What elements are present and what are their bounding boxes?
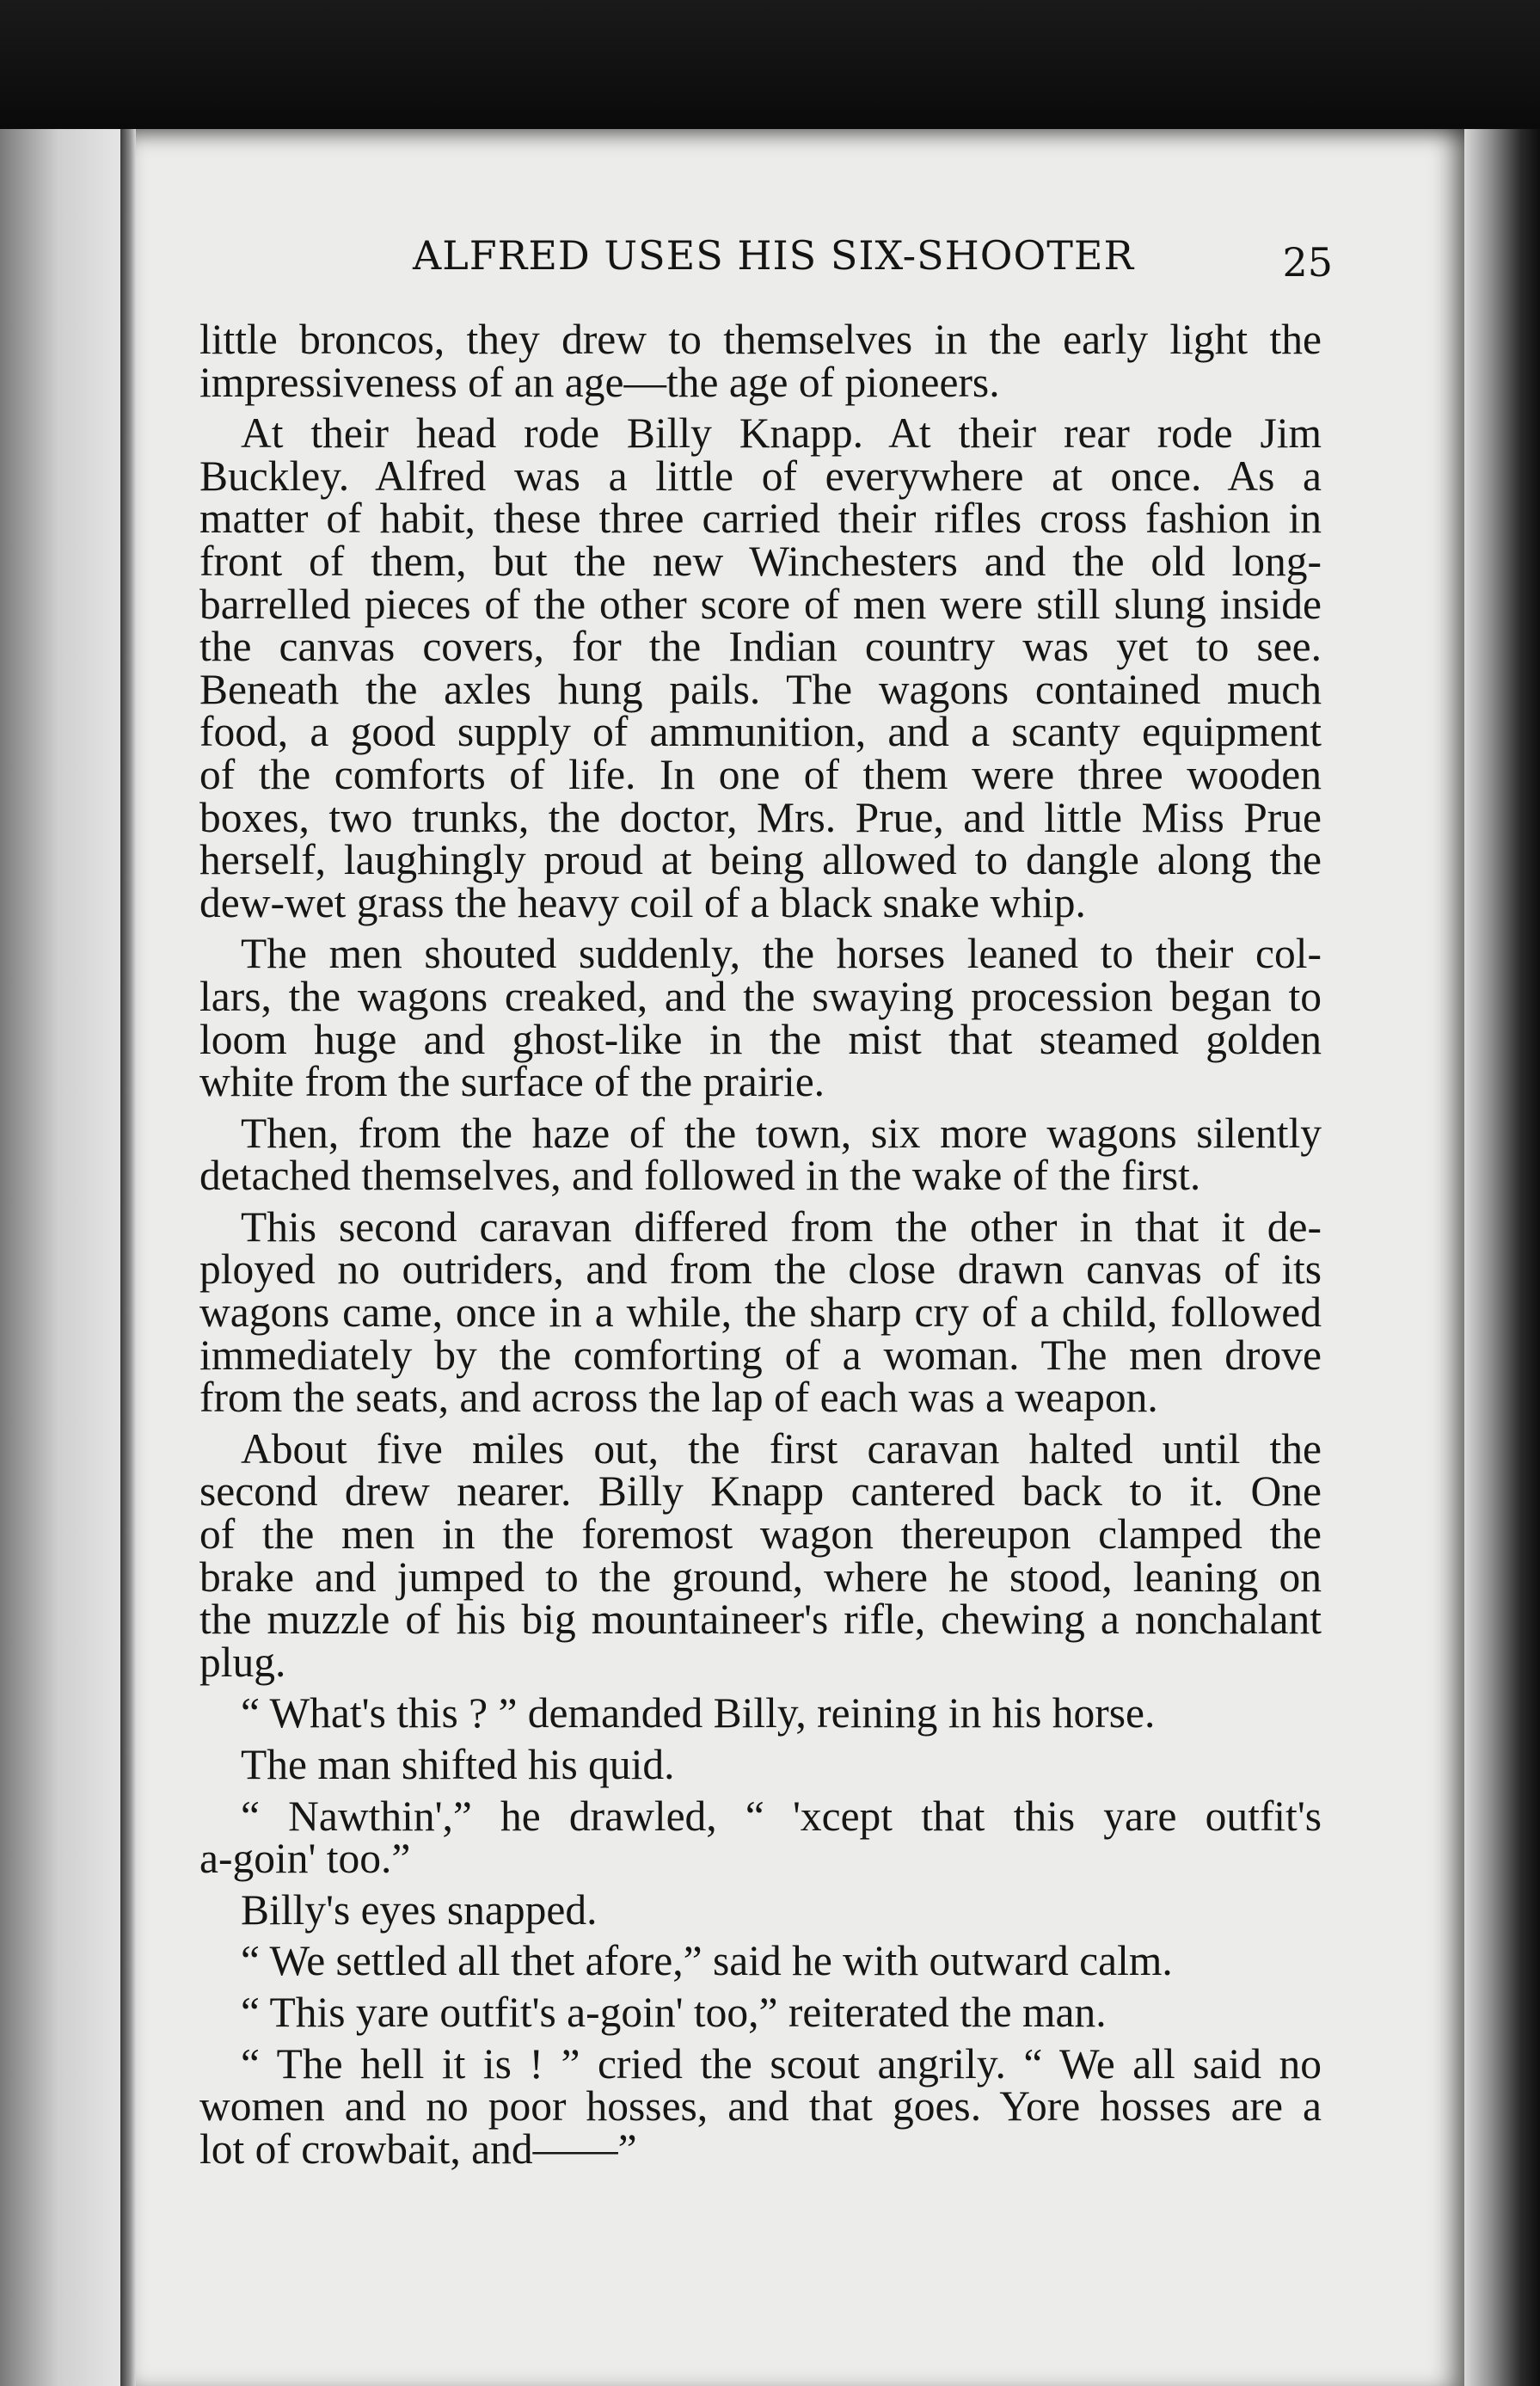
text-line: At their head rode Billy Knapp. At their rear rode Jim [241,409,1322,458]
text-line: of the comforts of life. In one of them were three wooden [199,750,1322,798]
text-line: the muzzle of his big mountaineer's rifle, chewing a nonchalant [199,1596,1322,1644]
text-line: “ The hell it is ! ” cried the scout angrily. “ We all said no [241,2039,1322,2088]
text-line: “ What's this ? ” demanded Billy, reining in his horse. [241,1689,1156,1737]
text-line: Then, from the haze of the town, six more wagons silently [241,1109,1322,1157]
text-line: “ Nawthin',” he drawled, “ 'xcept that this yare outfit's [241,1792,1322,1840]
text-line: This second caravan differed from the other in that it de- [241,1202,1322,1251]
paragraph [199,1792,1322,1883]
text-line: lot of crowbait, and——” [199,2125,637,2173]
running-head-title: ALFRED USES HIS SIX-SHOOTER [413,232,1135,279]
text-line: “ This yare outfit's a-goin' too,” reiterated the man. [241,1988,1107,2036]
page-number: 25 [1282,239,1333,286]
paragraph [199,1937,1322,1985]
text-line: immediately by the comforting of a woman. The men drove [199,1331,1322,1379]
right-page-edge [1464,129,1540,2386]
body-text [199,316,1322,2173]
paragraph [199,1689,1322,1737]
paragraph [199,2039,1322,2173]
paragraph [199,316,1322,406]
text-line: impressiveness of an age—the age of pioneers. [199,358,1000,406]
text-line: Beneath the axles hung pails. The wagons contained much [199,665,1322,713]
text-line: About five miles out, the first caravan halted until the [241,1424,1322,1473]
text-line: “ We settled all thet afore,” said he with outward calm. [241,1937,1173,1985]
text-line: dew-wet grass the heavy coil of a black snake whip. [199,878,1086,926]
paragraph [199,1109,1322,1200]
text-line: little broncos, they drew to themselves in the early light the [199,316,1322,363]
text-line: detached themselves, and followed in the wake of the first. [199,1152,1201,1200]
text-line: wagons came, once in a while, the sharp cry of a child, followed [199,1288,1322,1337]
text-line: Billy's eyes snapped. [241,1885,598,1934]
text-line: food, a good supply of ammunition, and a scanty equipment [199,708,1322,756]
text-line: plug. [199,1638,286,1686]
text-line: women and no poor hosses, and that goes. Yore hosses are a [199,2082,1322,2131]
text-line: white from the surface of the prairie. [199,1058,825,1106]
text-line: from the seats, and across the lap of each was a weapon. [199,1374,1158,1422]
text-line: herself, laughingly proud at being allowed to dangle along the [199,836,1322,884]
text-line: barrelled pieces of the other score of men were still slung inside [199,580,1322,628]
paragraph [199,1743,1322,1786]
book-gutter [120,129,136,2386]
text-line: loom huge and ghost-like in the mist that steamed golden [199,1015,1322,1063]
text-line: The men shouted suddenly, the horses leaned to their col- [241,930,1322,978]
paragraph [199,1202,1322,1422]
running-head [275,232,1333,292]
text-line: of the men in the foremost wagon thereupon clamped the [199,1510,1322,1559]
paragraph [199,1988,1322,2036]
left-page-edge [0,129,129,2386]
text-line: the canvas covers, for the Indian country was yet to see. [199,623,1322,671]
text-line: matter of habit, these three carried their rifles cross fashion in [199,495,1322,543]
text-line: brake and jumped to the ground, where he stood, leaning on [199,1553,1322,1601]
text-line: front of them, but the new Winchesters and the old long- [199,537,1322,585]
text-line: boxes, two trunks, the doctor, Mrs. Prue, and little Miss Prue [199,793,1322,841]
text-line: lars, the wagons creaked, and the swaying procession began to [199,972,1322,1020]
text-line: a-goin' too.” [199,1835,411,1883]
paragraph [199,1424,1322,1686]
text-line: The man shifted his quid. [241,1741,675,1788]
paragraph [199,409,1322,926]
text-line: Buckley. Alfred was a little of everywhere at once. As a [199,452,1322,500]
paragraph [199,1885,1322,1934]
text-line: ployed no outriders, and from the close drawn canvas of its [199,1245,1322,1294]
paragraph [199,930,1322,1106]
text-line: second drew nearer. Billy Knapp cantered back to it. One [199,1467,1322,1516]
scan-top-shadow [0,0,1540,129]
